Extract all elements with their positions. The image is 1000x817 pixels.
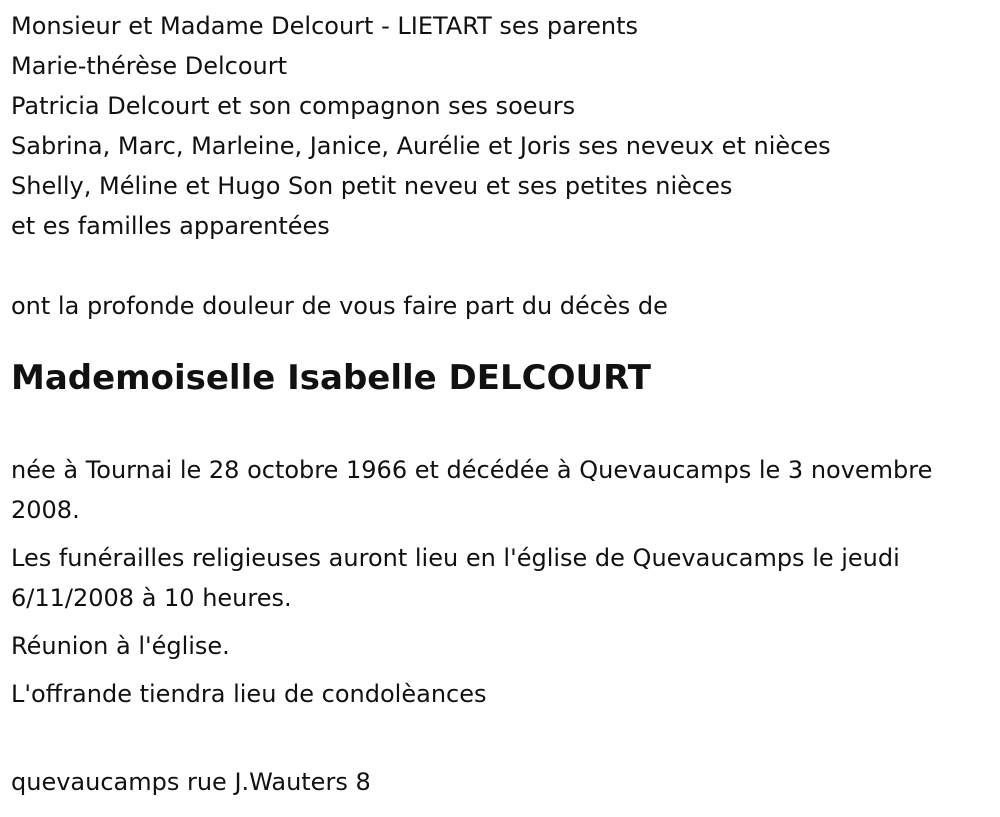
- spacer: [11, 246, 991, 286]
- obituary-notice: [11, 6, 991, 802]
- family-line-nephews-nieces: Sabrina, Marc, Marleine, Janice, Aurélie et Joris ses neveux et nièces: [11, 132, 831, 160]
- address-text: quevaucamps rue J.Wauters 8: [11, 768, 371, 796]
- birth-death-text: née à Tournai le 28 octobre 1966 et décédée à Quevaucamps le 3 novembre 2008.: [11, 456, 933, 524]
- family-line-grand-nephews: Shelly, Méline et Hugo Son petit neveu et ses petites nièces: [11, 172, 733, 200]
- spacer: [11, 722, 991, 762]
- family-line-related-families: et es familles apparentées: [11, 212, 330, 240]
- deceased-name: Mademoiselle Isabelle DELCOURT: [11, 358, 651, 398]
- offering-text: L'offrande tiendra lieu de condolèances: [11, 680, 487, 708]
- family-list: [11, 6, 991, 246]
- family-line-parents: Monsieur et Madame Delcourt - LIETART ses parents: [11, 12, 638, 40]
- family-line-sisters: Patricia Delcourt et son compagnon ses soeurs: [11, 92, 576, 120]
- family-line-sister: Marie-thérèse Delcourt: [11, 52, 288, 80]
- meeting-text: Réunion à l'église.: [11, 632, 230, 660]
- funeral-text: Les funérailles religieuses auront lieu en l'église de Quevaucamps le jeudi 6/11/2008 à 10 heures.: [11, 544, 900, 612]
- announcement-text: ont la profonde douleur de vous faire part du décès de: [11, 292, 668, 320]
